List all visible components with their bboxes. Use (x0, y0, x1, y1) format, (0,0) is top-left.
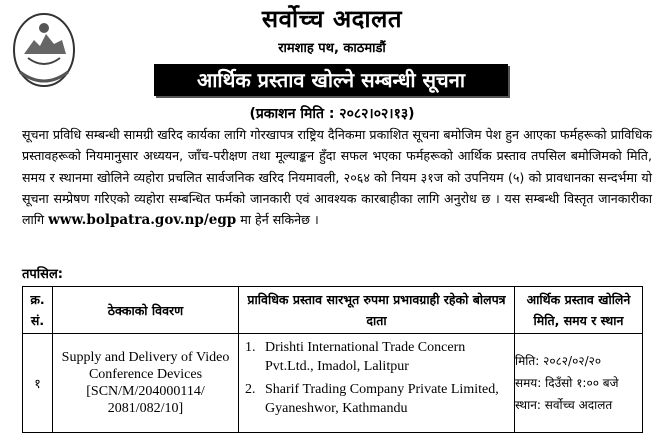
table-row (23, 334, 643, 433)
schedule-table (22, 286, 643, 433)
table-header-row (23, 287, 643, 334)
schedule-label: तपसिल: (22, 267, 63, 282)
bidder-name: Sharif Trading Company Private Limited, Gyaneshwor, Kathmandu (265, 382, 499, 416)
header-sn: क्र. सं. (23, 287, 53, 334)
court-name: सर्वोच्च अदालत (261, 5, 403, 33)
opening-time: समय: दिउँसो १:०० बजे (515, 376, 619, 390)
notice-title: आर्थिक प्रस्ताव खोल्ने सम्बन्धी सूचना (154, 64, 508, 96)
bidder-number: 2. (245, 382, 256, 397)
court-address: रामशाह पथ, काठमाडौं (278, 41, 386, 56)
header-contract: ठेक्काको विवरण (53, 287, 239, 334)
bidder-item (239, 334, 514, 376)
notice-paragraph: सूचना प्रविधि सम्बन्धी सामग्री खरिद कार्यका लागि गोरखापत्र राष्ट्रिय दैनिकमा प्रकाशित सूचना बमोजिम पेश हुन आएका फर्महरूको प्राविधिक प्रस्तावहरूको नियमानुसार अध्ययन, जाँच-परीक्षण तथा मूल्याङ्कन हुँदा सफल भएका फर्महरूको आर्थिक प्रस्ताव तपसिल बमोजिमको मिति, समय र स्थानमा खोलिने व्यहोरा प्रचलित सार्वजनिक खरिद नियमावली, २०६४ को नियम ३१ज को उपनियम (५) को प्रावधानका सन्दर्भमा यो सूचना सम्प्रेषण गरिएको व्यहोरा सम्बन्धित फर्मको जानकारी एवं आवश्यक कारबाहीका लागि अनुरोध छ । यस सम्बन्धी विस्तृत जानकारीका लागि (22, 127, 652, 228)
opening-place: स्थान: सर्वोच्च अदालत (515, 398, 613, 412)
notice-body (22, 124, 652, 231)
opening-details (515, 334, 643, 433)
egp-link[interactable]: www.bolpatra.gov.np/egp (48, 212, 237, 229)
contract-description: Supply and Delivery of Video Conference Devices [SCN/M/204000114/ 2081/082/10] (53, 334, 239, 433)
header-firms: प्राविधिक प्रस्ताव सारभूत रुपमा प्रभावग्राही रहेको बोलपत्र दाता (239, 287, 515, 334)
opening-date: मिति: २०८२/०२/२० (515, 354, 602, 368)
header-opening: आर्थिक प्रस्ताव खोलिने मिति, समय र स्थान (515, 287, 643, 334)
publish-date: (प्रकाशन मिति : २०८२।०२।१३) (249, 106, 415, 122)
row-sn: १ (23, 334, 53, 433)
bidder-number: 1. (245, 340, 256, 355)
bidder-item (239, 376, 514, 418)
notice-paragraph-end: मा हेर्न सकिनेछ । (240, 212, 319, 228)
bidder-name: Drishti International Trade Concern Pvt.Ltd., Imadol, Lalitpur (265, 340, 466, 374)
bidder-list (239, 334, 515, 433)
